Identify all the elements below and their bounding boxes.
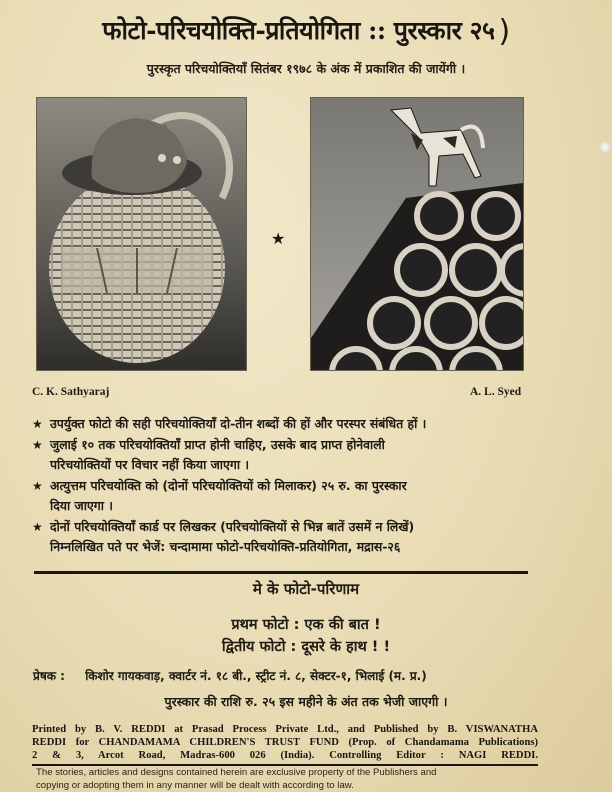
rule-text: जुलाई १० तक परिचयोक्तियाँ प्राप्त होनी चाहिए, उसके बाद प्राप्त होनेवाली: [50, 436, 385, 452]
rule-item: [32, 435, 542, 476]
results-heading: मे के फोटो-परिणाम: [252, 580, 360, 598]
sender-label: प्रेषक :: [33, 669, 65, 683]
sender-address: किशोर गायकवाड़, क्वार्टर नं. १८ बी., स्ट्रीट नं. ८, सेक्टर-१, भिलाई (म. प्र.): [85, 669, 427, 683]
printer-imprint: [32, 723, 538, 762]
rule-item: [32, 476, 542, 517]
rule-text: दोनों परिचयोक्तियाँ कार्ड पर लिखकर (परिचयोक्तियों से भिन्न बातें उसमें न लिखें): [50, 518, 415, 534]
rule-text: दिया जाएगा ।: [50, 498, 113, 513]
imprint-line: Printed by B. V. REDDI at Prasad Process Private Ltd., and Published by B. VISWANATHA: [32, 724, 538, 735]
rule-text: निम्नलिखित पते पर भेजें: चन्दामामा फोटो-परिचयोक्ति-प्रतियोगिता, मद्रास-२६: [50, 539, 401, 554]
result-first-photo: प्रथम फोटो : एक की बात !: [231, 617, 381, 633]
star-bullet-icon: ★: [32, 417, 43, 431]
page-edge-wear: [598, 140, 612, 154]
photo-dog-on-pipes: [310, 97, 524, 371]
imprint-line: REDDI for CHANDAMAMA CHILDREN'S TRUST FUND (Prop. of Chandamama Publications): [32, 737, 538, 748]
rule-text: परिचयोक्तियों पर विचार नहीं किया जाएगा ।: [50, 457, 250, 472]
copyright-line: The stories, articles and designs contained herein are exclusive property of the Publishers and: [36, 767, 437, 778]
photo-credit-2: A. L. Syed: [470, 386, 522, 398]
photo-kitten-in-basket: [36, 97, 247, 371]
result-second-photo: द्वितीय फोटो : दूसरे के हाथ ! !: [221, 639, 391, 655]
rule-text: अत्युत्तम परिचयोक्ति को (दोनों परिचयोक्तियों को मिलाकर) २५ रु. का पुरस्कार: [50, 477, 407, 493]
star-bullet-icon: ★: [32, 478, 43, 493]
section-divider: [34, 571, 528, 574]
star-bullet-icon: ★: [32, 519, 43, 534]
page-title: [0, 12, 612, 47]
page-subtitle: पुरस्कृत परिचयोक्तियाँ सितंबर १९७८ के अंक में प्रकाशित की जायेंगी ।: [146, 61, 466, 76]
imprint-line: 2 & 3, Arcot Road, Madras-600 026 (India). Controlling Editor : NAGI REDDI.: [32, 750, 538, 761]
star-icon: ★: [271, 229, 286, 248]
rule-text: उपर्युक्त फोटो की सही परिचयोक्तियाँ दो-तीन शब्दों की हों और परस्पर संबंधित हों ।: [50, 416, 427, 431]
prize-note: पुरस्कार की राशि रु. २५ इस महीने के अंत तक भेजी जाएगी ।: [164, 694, 448, 709]
star-bullet-icon: ★: [32, 437, 43, 452]
copyright-notice: [36, 767, 536, 792]
copyright-line: copying or adopting them in any manner will be dealt with according to law.: [36, 779, 354, 791]
sender-line: [33, 667, 427, 684]
rule-item: [32, 517, 542, 558]
rule-item: [32, 414, 542, 435]
photo-credit-1: C. K. Sathyaraj: [32, 386, 110, 398]
contest-rules: [32, 414, 542, 558]
handwritten-mark: ): [498, 14, 510, 49]
title-text: फोटो-परिचयोक्ति-प्रतियोगिता :: पुरस्कार २५: [102, 16, 495, 45]
footer-rule: [32, 764, 538, 766]
